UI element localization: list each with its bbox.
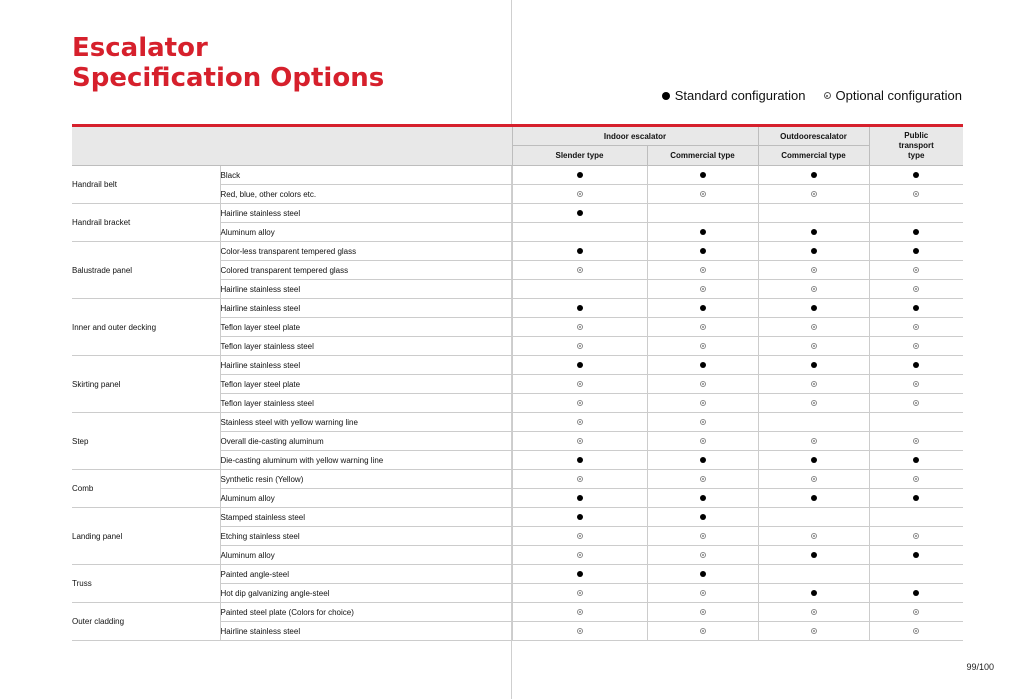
filled-dot-icon [577,514,583,520]
double-circle-icon [913,628,919,634]
double-circle-icon [811,286,817,292]
mark-cell [512,432,647,451]
mark-cell [512,166,647,185]
mark-cell [869,413,963,432]
mark-cell [647,318,758,337]
table-row [72,470,963,489]
page-number: 99/100 [966,662,994,672]
mark-cell [512,451,647,470]
double-circle-icon [913,400,919,406]
option-cell: Hairline stainless steel [220,299,512,318]
filled-dot-icon [811,172,817,178]
option-cell: Stamped stainless steel [220,508,512,527]
filled-dot-icon [811,457,817,463]
mark-cell [512,622,647,641]
category-cell: Inner and outer decking [72,299,220,356]
double-circle-icon [700,286,706,292]
option-cell: Aluminum alloy [220,546,512,565]
table-body [72,166,963,641]
mark-cell [869,185,963,204]
mark-cell [758,546,869,565]
mark-cell [647,622,758,641]
option-cell: Red, blue, other colors etc. [220,185,512,204]
mark-cell [869,451,963,470]
title-line-1: Escalator [72,33,208,63]
filled-dot-icon [811,552,817,558]
mark-cell [647,299,758,318]
filled-dot-icon [700,229,706,235]
mark-cell [758,394,869,413]
double-circle-icon [811,628,817,634]
mark-cell [647,185,758,204]
mark-cell [512,508,647,527]
mark-cell [512,413,647,432]
mark-cell [647,451,758,470]
double-circle-icon [913,267,919,273]
mark-cell [647,508,758,527]
option-cell: Aluminum alloy [220,489,512,508]
mark-cell [869,204,963,223]
mark-cell [758,261,869,280]
double-circle-icon [913,286,919,292]
mark-cell [869,508,963,527]
filled-dot-icon [811,495,817,501]
filled-dot-icon [811,229,817,235]
double-circle-icon [577,552,583,558]
mark-cell [512,280,647,299]
filled-dot-icon [700,495,706,501]
filled-dot-icon [913,495,919,501]
mark-cell [758,223,869,242]
filled-dot-icon [700,172,706,178]
mark-cell [512,489,647,508]
mark-cell [869,565,963,584]
double-circle-icon [577,476,583,482]
mark-cell [758,584,869,603]
mark-cell [647,584,758,603]
option-cell: Hot dip galvanizing angle-steel [220,584,512,603]
option-cell: Hairline stainless steel [220,280,512,299]
filled-dot-icon [913,248,919,254]
double-circle-icon [913,609,919,615]
mark-cell [758,166,869,185]
mark-cell [758,622,869,641]
mark-cell [512,603,647,622]
header-public-transport-label: Public transport type [898,131,934,160]
header-indoor-escalator: Indoor escalator [512,126,758,146]
filled-dot-icon [913,552,919,558]
mark-cell [647,166,758,185]
double-circle-icon [913,324,919,330]
mark-cell [647,546,758,565]
mark-cell [869,489,963,508]
option-cell: Painted angle-steel [220,565,512,584]
mark-cell [647,432,758,451]
mark-cell [647,280,758,299]
mark-cell [512,584,647,603]
mark-cell [869,166,963,185]
double-circle-icon [577,324,583,330]
option-cell: Hairline stainless steel [220,622,512,641]
double-circle-icon [700,476,706,482]
category-cell: Step [72,413,220,470]
filled-dot-icon [811,362,817,368]
double-circle-icon [811,343,817,349]
mark-cell [869,337,963,356]
option-cell: Stainless steel with yellow warning line [220,413,512,432]
legend-optional-label: Optional configuration [835,88,962,103]
option-cell: Teflon layer stainless steel [220,337,512,356]
mark-cell [869,261,963,280]
mark-cell [869,318,963,337]
table-row [72,565,963,584]
double-circle-icon [811,400,817,406]
mark-cell [512,299,647,318]
filled-dot-icon [700,305,706,311]
mark-cell [647,242,758,261]
mark-cell [758,280,869,299]
header-indoor-commercial-type: Commercial type [647,146,758,166]
mark-cell [758,185,869,204]
filled-dot-icon [700,248,706,254]
category-cell: Handrail belt [72,166,220,204]
filled-dot-icon [913,457,919,463]
mark-cell [512,318,647,337]
mark-cell [758,527,869,546]
mark-cell [758,508,869,527]
header-public-transport-type [869,126,963,166]
double-circle-icon [811,533,817,539]
double-circle-icon [577,609,583,615]
legend [662,88,962,103]
double-circle-icon [824,92,831,99]
double-circle-icon [700,343,706,349]
header-outdoor-commercial-type: Commercial type [758,146,869,166]
filled-dot-icon [577,457,583,463]
option-cell: Black [220,166,512,185]
header-row-top [72,126,963,146]
double-circle-icon [811,438,817,444]
filled-dot-icon [577,362,583,368]
double-circle-icon [913,381,919,387]
mark-cell [647,527,758,546]
filled-dot-icon [577,172,583,178]
filled-dot-icon [913,362,919,368]
double-circle-icon [700,438,706,444]
legend-optional [824,88,962,103]
table-row [72,356,963,375]
mark-cell [647,470,758,489]
mark-cell [647,565,758,584]
table-row [72,242,963,261]
filled-dot-icon [811,305,817,311]
mark-cell [869,375,963,394]
filled-dot-icon [913,305,919,311]
header-slender-type: Slender type [512,146,647,166]
mark-cell [758,356,869,375]
double-circle-icon [913,533,919,539]
option-cell: Teflon layer steel plate [220,375,512,394]
category-cell: Skirting panel [72,356,220,413]
option-cell: Die-casting aluminum with yellow warning line [220,451,512,470]
double-circle-icon [577,628,583,634]
double-circle-icon [811,267,817,273]
table-row [72,508,963,527]
double-circle-icon [700,324,706,330]
filled-dot-icon [700,457,706,463]
filled-dot-icon [700,571,706,577]
option-cell: Hairline stainless steel [220,204,512,223]
mark-cell [758,375,869,394]
option-cell: Overall die-casting aluminum [220,432,512,451]
mark-cell [869,603,963,622]
mark-cell [869,223,963,242]
mark-cell [647,204,758,223]
filled-dot-icon [811,248,817,254]
mark-cell [758,489,869,508]
double-circle-icon [700,267,706,273]
mark-cell [647,413,758,432]
mark-cell [758,318,869,337]
double-circle-icon [811,476,817,482]
mark-cell [869,356,963,375]
table-row [72,204,963,223]
table-header [72,126,963,166]
mark-cell [512,394,647,413]
option-cell: Painted steel plate (Colors for choice) [220,603,512,622]
double-circle-icon [811,609,817,615]
mark-cell [512,261,647,280]
double-circle-icon [700,628,706,634]
filled-dot-icon [913,229,919,235]
double-circle-icon [577,191,583,197]
double-circle-icon [577,381,583,387]
double-circle-icon [700,400,706,406]
option-cell: Synthetic resin (Yellow) [220,470,512,489]
category-cell: Truss [72,565,220,603]
double-circle-icon [811,191,817,197]
mark-cell [869,546,963,565]
mark-cell [869,584,963,603]
mark-cell [758,299,869,318]
filled-dot-icon [577,248,583,254]
option-cell: Color-less transparent tempered glass [220,242,512,261]
option-cell: Teflon layer stainless steel [220,394,512,413]
double-circle-icon [577,419,583,425]
mark-cell [647,375,758,394]
mark-cell [869,280,963,299]
double-circle-icon [811,381,817,387]
legend-standard [662,88,806,103]
table-row [72,603,963,622]
mark-cell [758,413,869,432]
double-circle-icon [700,191,706,197]
mark-cell [758,451,869,470]
filled-dot-icon [577,495,583,501]
double-circle-icon [577,400,583,406]
mark-cell [869,432,963,451]
mark-cell [758,204,869,223]
filled-dot-icon [577,210,583,216]
double-circle-icon [913,476,919,482]
mark-cell [869,299,963,318]
mark-cell [512,223,647,242]
mark-cell [869,242,963,261]
filled-dot-icon [662,92,670,100]
mark-cell [758,242,869,261]
mark-cell [869,470,963,489]
double-circle-icon [700,590,706,596]
header-blank [72,126,512,166]
option-cell: Teflon layer steel plate [220,318,512,337]
mark-cell [758,432,869,451]
mark-cell [869,622,963,641]
double-circle-icon [700,533,706,539]
mark-cell [512,356,647,375]
mark-cell [647,394,758,413]
mark-cell [647,356,758,375]
header-outdoor-escalator: Outdoorescalator [758,126,869,146]
filled-dot-icon [913,172,919,178]
option-cell: Colored transparent tempered glass [220,261,512,280]
table-row [72,166,963,185]
mark-cell [512,470,647,489]
double-circle-icon [913,438,919,444]
mark-cell [512,242,647,261]
mark-cell [512,565,647,584]
legend-standard-label: Standard configuration [674,88,806,103]
category-cell: Comb [72,470,220,508]
filled-dot-icon [577,571,583,577]
page-title [72,33,384,93]
table-row [72,299,963,318]
filled-dot-icon [577,305,583,311]
mark-cell [758,470,869,489]
category-cell: Handrail bracket [72,204,220,242]
category-cell: Balustrade panel [72,242,220,299]
filled-dot-icon [913,590,919,596]
double-circle-icon [577,590,583,596]
double-circle-icon [700,419,706,425]
category-cell: Landing panel [72,508,220,565]
double-circle-icon [700,609,706,615]
mark-cell [758,603,869,622]
mark-cell [512,375,647,394]
filled-dot-icon [811,590,817,596]
title-line-2: Specification Options [72,63,385,93]
mark-cell [512,527,647,546]
mark-cell [647,337,758,356]
mark-cell [512,185,647,204]
mark-cell [512,337,647,356]
mark-cell [512,204,647,223]
double-circle-icon [811,324,817,330]
double-circle-icon [577,438,583,444]
mark-cell [758,337,869,356]
filled-dot-icon [700,362,706,368]
table-row [72,413,963,432]
mark-cell [647,603,758,622]
option-cell: Aluminum alloy [220,223,512,242]
double-circle-icon [913,191,919,197]
double-circle-icon [913,343,919,349]
double-circle-icon [700,552,706,558]
mark-cell [758,565,869,584]
option-cell: Hairline stainless steel [220,356,512,375]
category-cell: Outer cladding [72,603,220,641]
mark-cell [869,527,963,546]
double-circle-icon [700,381,706,387]
filled-dot-icon [700,514,706,520]
mark-cell [869,394,963,413]
double-circle-icon [577,267,583,273]
mark-cell [647,261,758,280]
double-circle-icon [577,533,583,539]
mark-cell [647,223,758,242]
double-circle-icon [577,343,583,349]
mark-cell [647,489,758,508]
mark-cell [512,546,647,565]
specification-table [72,124,963,641]
option-cell: Etching stainless steel [220,527,512,546]
